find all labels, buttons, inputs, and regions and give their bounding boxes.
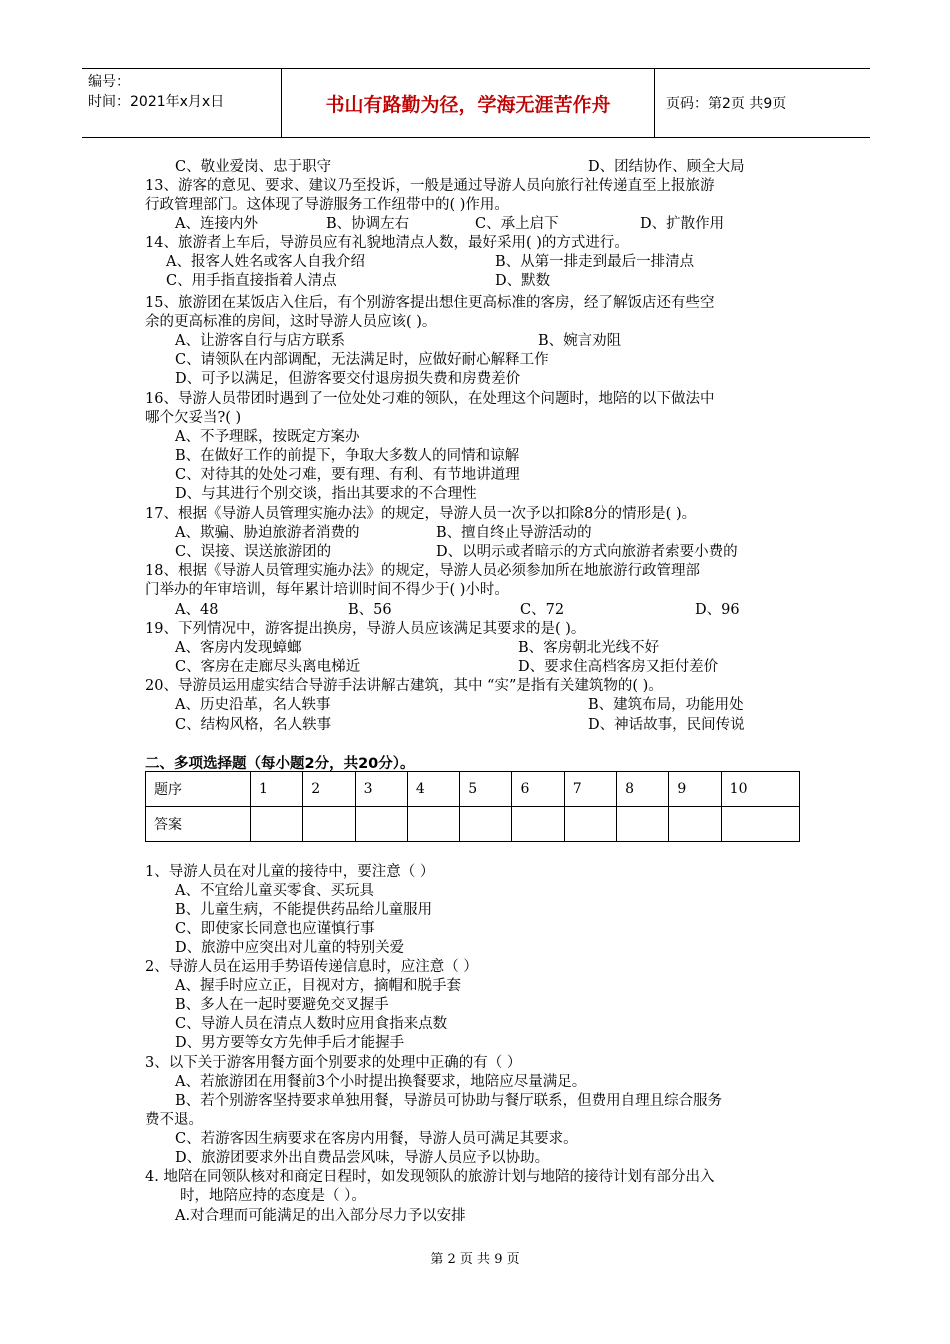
question-number-cell: 6	[512, 772, 564, 807]
text-line: 3、以下关于游客用餐方面个别要求的处理中正确的有（ ）	[145, 1055, 522, 1071]
text-line: 18、根据《导游人员管理实施办法》的规定，导游人员必须参加所在地旅游行政管理部	[145, 563, 700, 579]
question-number-cell: 1	[251, 772, 303, 807]
answer-cell[interactable]	[721, 807, 799, 842]
table-row	[146, 807, 800, 842]
text-line: D、默数	[495, 273, 551, 289]
text-line: C、导游人员在清点人数时应用食指来点数	[175, 1016, 448, 1032]
question-number-cell: 4	[407, 772, 459, 807]
text-line: 17、根据《导游人员管理实施办法》的规定，导游人员一次予以扣除8分的情形是( )。	[145, 506, 697, 522]
text-line: 16、导游人员带团时遇到了一位处处刁难的领队，在处理这个问题时，地陪的以下做法中	[145, 391, 715, 407]
answer-cell[interactable]	[512, 807, 564, 842]
text-line: 19、下列情况中，游客提出换房，导游人员应该满足其要求的是( )。	[145, 621, 586, 637]
text-line: 余的更高标准的房间，这时导游人员应该( )。	[145, 314, 437, 330]
text-line: C、结构风格，名人轶事	[175, 717, 332, 733]
answer-cell[interactable]	[460, 807, 512, 842]
answer-cell[interactable]	[251, 807, 303, 842]
text-line: A、报客人姓名或客人自我介绍	[166, 254, 365, 270]
text-line: C、用手指直接指着人清点	[166, 273, 337, 289]
text-line: 费不退。	[145, 1112, 203, 1128]
page-header	[82, 68, 870, 138]
text-line: 门举办的年审培训，每年累计培训时间不得少于( )小时。	[145, 582, 509, 598]
text-line: 时，地陪应持的态度是（ ）。	[180, 1188, 366, 1204]
text-line: A、客房内发现蟑螂	[175, 640, 302, 656]
text-line: D、96	[695, 602, 740, 618]
header-motto: 书山有路勤为径，学海无涯苦作舟	[282, 69, 655, 137]
text-line: C、对待其的处处刁难，要有理、有利、有节地讲道理	[175, 467, 520, 483]
text-line: D、旅游中应突出对儿童的特别关爱	[175, 940, 405, 956]
answer-cell[interactable]	[407, 807, 459, 842]
text-line: C、误接、误送旅游团的	[175, 544, 332, 560]
text-line: D、与其进行个别交谈，指出其要求的不合理性	[175, 486, 477, 502]
header-page-info: 页码：第2页 共9页	[666, 96, 787, 112]
text-line: B、若个别游客坚持要求单独用餐，导游员可协助与餐厅联系，但费用自理且综合服务	[175, 1093, 723, 1109]
text-line: 13、游客的意见、要求、建议乃至投诉，一般是通过导游人员向旅行社传递直至上报旅游	[145, 178, 715, 194]
answer-table	[145, 771, 800, 842]
text-line: A、握手时应立正，目视对方，摘帽和脱手套	[175, 978, 461, 994]
text-line: 14、旅游者上车后，导游员应有礼貌地清点人数，最好采用( )的方式进行。	[145, 235, 629, 251]
text-line: B、建筑布局，功能用处	[588, 697, 744, 713]
text-line: C、即使家长同意也应谨慎行事	[175, 921, 375, 937]
text-line: A、不宜给儿童买零食、买玩具	[175, 883, 374, 899]
text-line: A、不予理睬，按既定方案办	[175, 429, 360, 445]
text-line: 哪个欠妥当?( )	[145, 410, 242, 426]
answer-cell[interactable]	[355, 807, 407, 842]
text-line: D、神话故事，民间传说	[588, 717, 745, 733]
text-line: 4. 地陪在同领队核对和商定日程时，如发现领队的旅游计划与地陪的接待计划有部分出入	[145, 1169, 715, 1185]
section-title: 二、多项选择题（每小题2分，共20分）。	[145, 756, 415, 772]
text-line: 行政管理部门。这体现了导游服务工作纽带中的( )作用。	[145, 197, 509, 213]
text-line: D、旅游团要求外出自费品尝风味，导游人员应予以协助。	[175, 1150, 550, 1166]
question-number-cell: 8	[617, 772, 669, 807]
text-line: A、若旅游团在用餐前3个小时提出换餐要求，地陪应尽量满足。	[175, 1074, 587, 1090]
question-number-cell: 2	[303, 772, 355, 807]
text-line: B、客房朝北光线不好	[518, 640, 660, 656]
text-line: A、让游客自行与店方联系	[175, 333, 345, 349]
text-line: 2、导游人员在运用手势语传递信息时，应注意（ ）	[145, 959, 478, 975]
text-line: D、男方要等女方先伸手后才能握手	[175, 1035, 405, 1051]
question-number-cell: 3	[355, 772, 407, 807]
text-line: B、从第一排走到最后一排清点	[495, 254, 695, 270]
text-line: D、以明示或者暗示的方式向旅游者索要小费的	[436, 544, 738, 560]
text-line: D、扩散作用	[640, 216, 725, 232]
text-line: C、72	[520, 602, 565, 618]
text-line: B、擅自终止导游活动的	[436, 525, 592, 541]
text-line: A.对合理而可能满足的出入部分尽力予以安排	[175, 1208, 466, 1224]
answer-cell[interactable]	[564, 807, 616, 842]
text-line: C、请领队在内部调配，无法满足时，应做好耐心解释工作	[175, 352, 549, 368]
text-line: D、要求住高档客房又拒付差价	[518, 659, 719, 675]
answer-cell[interactable]	[617, 807, 669, 842]
table-header-cell: 题序	[146, 772, 251, 807]
text-line: B、儿童生病，不能提供药品给儿童服用	[175, 902, 433, 918]
text-line: C、敬业爱岗、忠于职守	[175, 159, 332, 175]
answer-cell[interactable]	[303, 807, 355, 842]
text-line: A、连接内外	[175, 216, 258, 232]
text-line: B、协调左右	[326, 216, 410, 232]
question-number-cell: 9	[669, 772, 721, 807]
question-number-cell: 5	[460, 772, 512, 807]
text-line: A、欺骗、胁迫旅游者消费的	[175, 525, 360, 541]
answer-cell[interactable]	[669, 807, 721, 842]
text-line: 1、导游人员在对儿童的接待中，要注意（ ）	[145, 864, 435, 880]
text-line: 20、导游员运用虚实结合导游手法讲解古建筑，其中 “实”是指有关建筑物的( )。	[145, 678, 663, 694]
text-line: A、历史沿革，名人轶事	[175, 697, 331, 713]
text-line: C、承上启下	[475, 216, 559, 232]
question-number-cell: 7	[564, 772, 616, 807]
text-line: C、若游客因生病要求在客房内用餐，导游人员可满足其要求。	[175, 1131, 578, 1147]
text-line: B、婉言劝阻	[538, 333, 622, 349]
time-label: 时间：2021年x月x日	[88, 94, 225, 110]
question-number-cell: 10	[721, 772, 799, 807]
table-row	[146, 772, 800, 807]
text-line: B、多人在一起时要避免交叉握手	[175, 997, 389, 1013]
text-line: C、客房在走廊尽头离电梯近	[175, 659, 361, 675]
header-meta	[82, 69, 282, 137]
text-line: D、可予以满足，但游客要交付退房损失费和房费差价	[175, 371, 521, 387]
text-line: D、团结协作、顾全大局	[588, 159, 745, 175]
text-line: A、48	[175, 602, 219, 618]
number-label: 编号：	[88, 74, 130, 90]
text-line: 15、旅游团在某饭店入住后，有个别游客提出想住更高标准的客房，经了解饭店还有些空	[145, 295, 715, 311]
table-header-cell: 答案	[146, 807, 251, 842]
page-footer: 第 2 页 共 9 页	[430, 1252, 520, 1267]
text-line: B、在做好工作的前提下，争取大多数人的同情和谅解	[175, 448, 520, 464]
text-line: B、56	[348, 602, 392, 618]
